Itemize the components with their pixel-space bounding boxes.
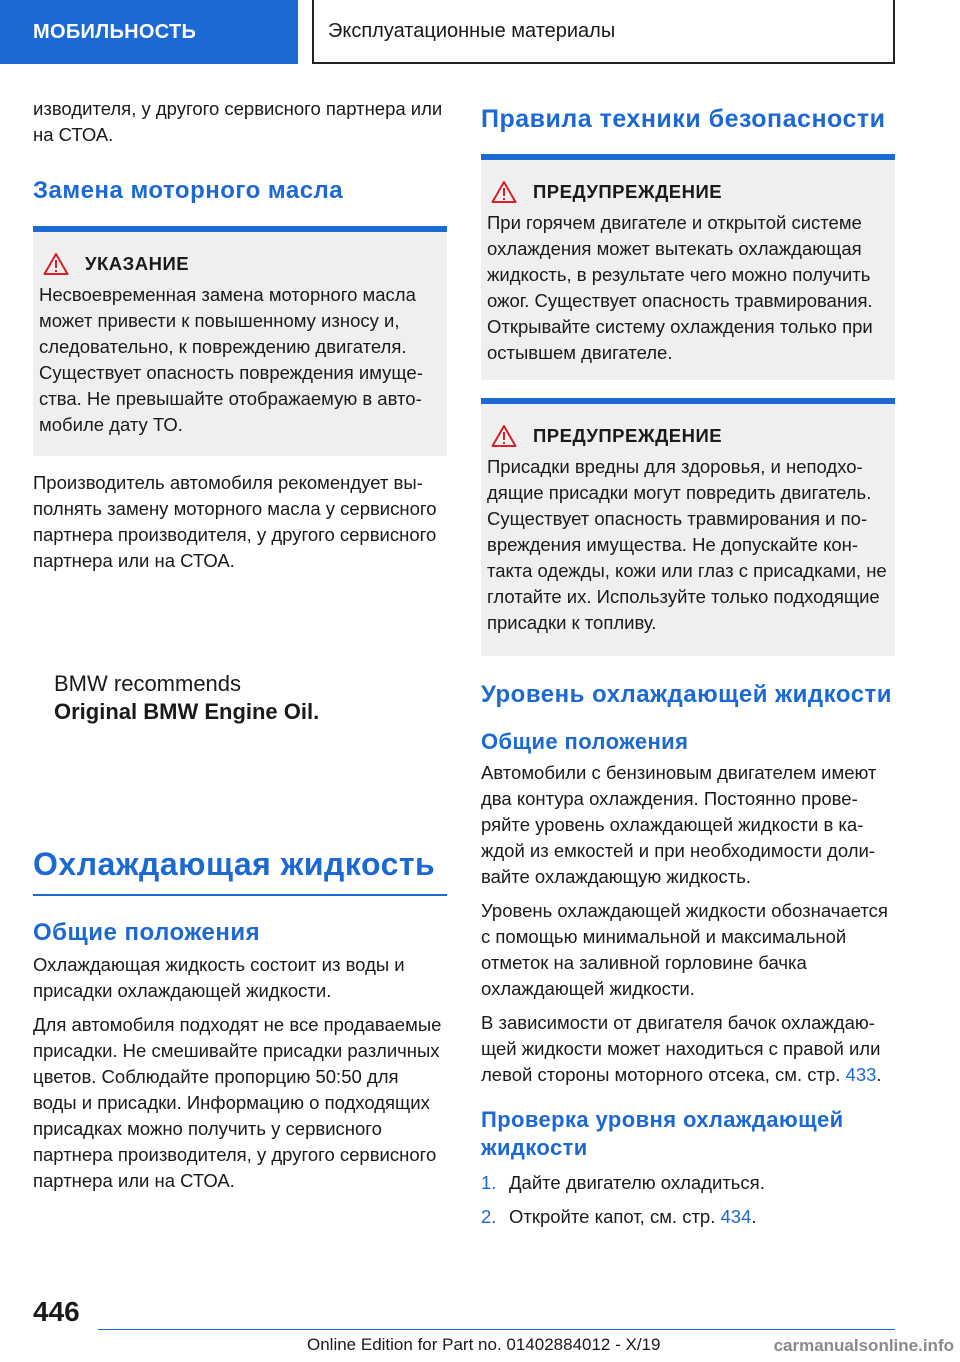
page-link-433[interactable]: 433: [845, 1064, 877, 1085]
general-paragraph-1: Охлаждающая жидкость состоит из воды и присадки охлаждающей жидкости.: [33, 954, 405, 1001]
warning-triangle-icon: [491, 424, 517, 448]
footer-rule: [98, 1329, 895, 1330]
watermark: carmanualsonline.info: [773, 1336, 954, 1355]
step-text-end: .: [751, 1206, 757, 1227]
warning-2-header: [487, 424, 887, 448]
warning-2-text: Присадки вредны для здоровья, и неподходящие присадки могут повредить двигатель. Существует опасность травмирования и повреждения имущества. Не допускайте контакта одежды, кожи или глаз с присадками, не глотайте их. Используйте только подходящие присадки к топливу.: [487, 456, 887, 633]
chapter-tab[interactable]: МОБИЛЬНОСТЬ: [0, 0, 298, 64]
notice-text: Несвоевременная замена моторного масла может привести к повышенному износу и, следовательно, к повреждению двигателя. Существует опасность повреждения имущества. Не превышайте отображаемую в автомобиле дату ТО.: [39, 284, 423, 435]
section-title: Эксплуатационные материалы: [312, 0, 895, 64]
check-level-heading: Проверка уровня охлаждающей жидкости: [481, 1107, 844, 1160]
oil-change-heading: Замена моторного масла: [33, 177, 344, 204]
warning-1-header: [487, 180, 887, 204]
warning-box-1: [481, 154, 895, 380]
warning-1-title: ПРЕДУПРЕЖДЕНИЕ: [533, 181, 723, 202]
level-paragraph-3-end: .: [876, 1064, 882, 1085]
notice-box: [33, 226, 447, 456]
warning-2-title: ПРЕДУПРЕЖДЕНИЕ: [533, 425, 723, 446]
level-paragraph-2: Уровень охлаждающей жидкости обозначается с помощью минимальной и максимальной отметок на заливной горловине бачка охлаждающей жидкости.: [481, 900, 888, 999]
general-heading: Общие положения: [33, 919, 261, 946]
page-number: 446: [33, 1296, 80, 1327]
level-paragraph-3: [481, 1010, 895, 1088]
warning-1-text: При горячем двигателе и открытой системе охлаждения может вытекать охлаждающая жидкость, в результате чего можно получить ожог. Существует опасность травмирования. Открывайте систему охлаждения только при остывшем двигателе.: [487, 212, 873, 363]
bmw-engine-oil-line: Original BMW Engine Oil.: [54, 699, 320, 724]
list-item: [481, 1204, 895, 1230]
step-body: [509, 1204, 757, 1230]
list-item: [481, 1170, 895, 1196]
coolant-level-heading: Уровень охлаждающей жидкости: [481, 681, 893, 708]
step-number: 1.: [481, 1172, 497, 1193]
step-text: Дайте двигателю охладиться.: [509, 1172, 765, 1193]
edition-text: Online Edition for Part no. 01402884012 - X/19: [307, 1335, 661, 1354]
notice-header: [39, 252, 439, 276]
page-link-434[interactable]: 434: [720, 1206, 752, 1227]
coolant-chapter-heading: Охлаждающая жидкость: [33, 846, 436, 882]
bmw-oil-logo: [33, 670, 447, 844]
notice-title: УКАЗАНИЕ: [85, 253, 190, 274]
level-paragraph-1: Автомобили с бензиновым двигателем имеют два контура охлаждения. Постоянно проверяйте уровень охлаждающей жидкости в каждой из емкостей и при необходимости доливайте охлаждающую жидкость.: [481, 762, 877, 887]
step-text: Откройте капот, см. стр.: [509, 1206, 721, 1227]
warning-box-2: [481, 398, 895, 656]
bmw-recommends-line: BMW recommends: [54, 671, 242, 696]
left-column: [33, 96, 447, 1194]
right-column: [481, 96, 895, 1238]
intro-text: изводителя, у другого сервисного партнера или на СТОА.: [33, 98, 443, 145]
step-number: 2.: [481, 1206, 497, 1227]
oil-change-text: Производитель автомобиля рекомендует выполнять замену моторного масла у сервисного партнера производителя, у другого сервисного партнера или на СТОА.: [33, 472, 437, 571]
level-paragraph-3-text: В зависимости от двигателя бачок охлаждающей жидкости может находиться с правой или левой стороны моторного отсека, см. стр.: [481, 1012, 881, 1085]
level-general-heading: Общие положения: [481, 729, 689, 754]
check-steps-list: [481, 1170, 895, 1230]
general-paragraph-2: Для автомобиля подходят не все продаваемые присадки. Не смешивайте присадки различных цветов. Соблюдайте пропорцию 50:50 для воды и присадки. Информацию о подходящих присадках можно получить у сервисного партнера производителя, у другого сервисного партнера или на СТОА.: [33, 1014, 442, 1191]
coolant-heading-rule: [33, 894, 447, 896]
safety-heading: Правила техники безопасности: [481, 105, 886, 133]
warning-triangle-icon: [43, 252, 69, 276]
warning-triangle-icon: [491, 180, 517, 204]
